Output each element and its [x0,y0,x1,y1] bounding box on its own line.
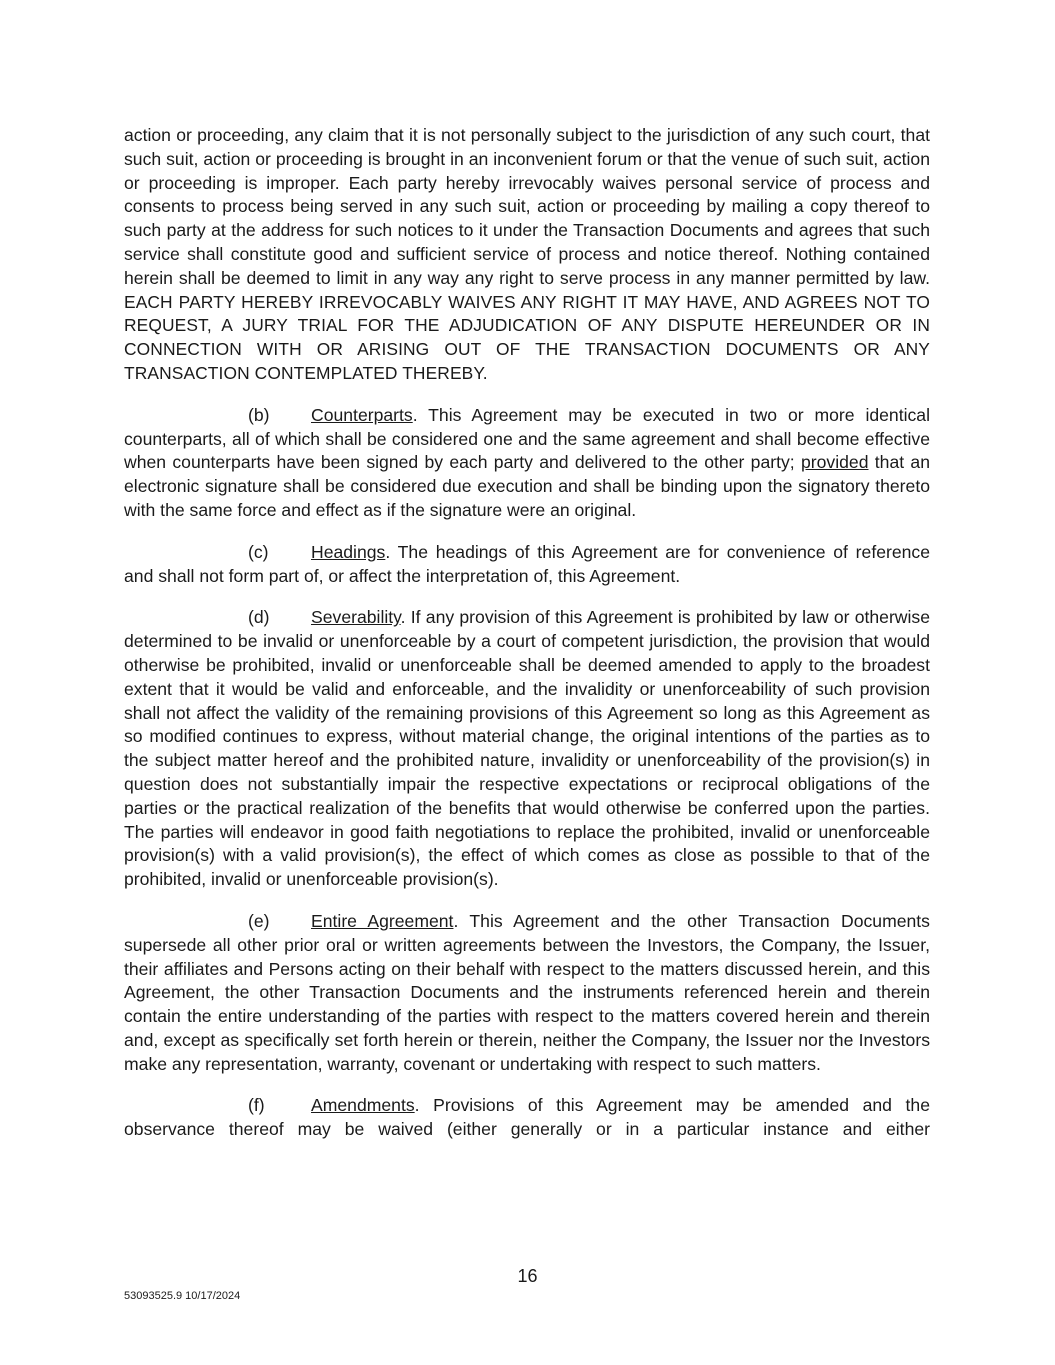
section-heading: Headings [311,541,386,562]
section-text: . If any provision of this Agreement is prohibited by law or otherwise determined to be invalid or unenforceable by a court of competent jurisdiction, the provision that would otherwise be prohibited, invalid or unenforceable shall be deemed amended to apply to the broadest extent that it would be valid and enforceable, and the invalidity or unenforceability of such provision shall not affect the validity of the remaining provisions of this Agreement so long as this Agreement as so modified continues to express, without material change, the original intentions of the parties as to the subject matter hereof and the prohibited nature, invalidity or unenforceability of the provision(s) in question does not substantially impair the respective expectations or reciprocal obligations of the parties or the practical realization of the benefits that would otherwise be conferred upon the parties. The parties will endeavor in good faith negotiations to replace the prohibited, invalid or unenforceable provision(s) with a valid provision(s), the effect of which comes as close as possible to that of the prohibited, invalid or unenforceable provision(s). [124,607,930,890]
document-id-footer: 53093525.9 10/17/2024 [124,1290,241,1302]
section-f-amendments [124,1094,930,1142]
intro-text: action or proceeding, any claim that it is not personally subject to the jurisdiction of any such court, that such suit, action or proceeding is brought in an inconvenient forum or that the venue of such suit, action or proceeding is improper. Each party hereby irrevocably waives personal service of process and consents to process being served in any such suit, action or proceeding by mailing a copy thereof to such party at the address for such notices to it under the Transaction Documents and agrees that such service shall constitute good and sufficient service of process and notice thereof. Nothing contained herein shall be deemed to limit in any way any right to serve process in any manner permitted by law. [124,125,930,288]
section-d-severability [124,606,930,892]
section-label: (c) [248,541,269,562]
section-heading: Amendments [311,1095,415,1116]
section-text: . Provisions of this Agreement may be amended and the observance thereof may be waived (either generally or in a particular instance and either [124,1095,930,1140]
section-text: . The headings of this Agreement are for convenience of reference and shall not form part of, or affect the interpretation of, this Agreement. [124,541,930,586]
intro-paragraph [124,124,930,386]
section-label: (b) [248,404,270,425]
document-body [124,124,930,1160]
provided-term: provided [800,452,869,473]
section-text: . This Agreement and the other Transaction Documents supersede all other prior oral or written agreements between the Investors, the Company, the Issuer, their affiliates and Persons acting on their behalf with respect to the matters discussed herein, and this Agreement, the other Transaction Documents and the instruments referenced herein and therein contain the entire understanding of the parties with respect to the matters covered herein and therein and, except as specifically set forth herein or therein, neither the Company, the Issuer nor the Investors make any representation, warranty, covenant or undertaking with respect to such matters. [124,910,930,1074]
section-c-headings [124,541,930,589]
page-number: 16 [517,1266,538,1286]
section-heading: Entire Agreement [311,910,454,931]
section-label: (e) [248,910,270,931]
section-b-counterparts [124,404,930,523]
section-heading: Severability [311,607,401,628]
section-label: (f) [248,1095,265,1116]
section-e-entire-agreement [124,910,930,1077]
section-heading: Counterparts [311,404,413,425]
section-text: . This Agreement may be executed in two or more identical counterparts, all of which shall be considered one and the same agreement and shall become effective when counterparts have been signed by each party and delivered to the other party; [124,404,930,473]
section-label: (d) [248,607,270,628]
jury-waiver-text: EACH PARTY HEREBY IRREVOCABLY WAIVES ANY RIGHT IT MAY HAVE, AND AGREES NOT TO REQUEST, A JURY TRIAL FOR THE ADJUDICATION OF ANY DISPUTE HEREUNDER OR IN CONNECTION WITH OR ARISING OUT OF THE TRANSACTION DOCUMENTS OR ANY TRANSACTION CONTEMPLATED THEREBY. [124,291,930,383]
section-text-continued: that an electronic signature shall be considered due execution and shall be binding upon the signatory thereto with the same force and effect as if the signature were an original. [124,452,930,520]
